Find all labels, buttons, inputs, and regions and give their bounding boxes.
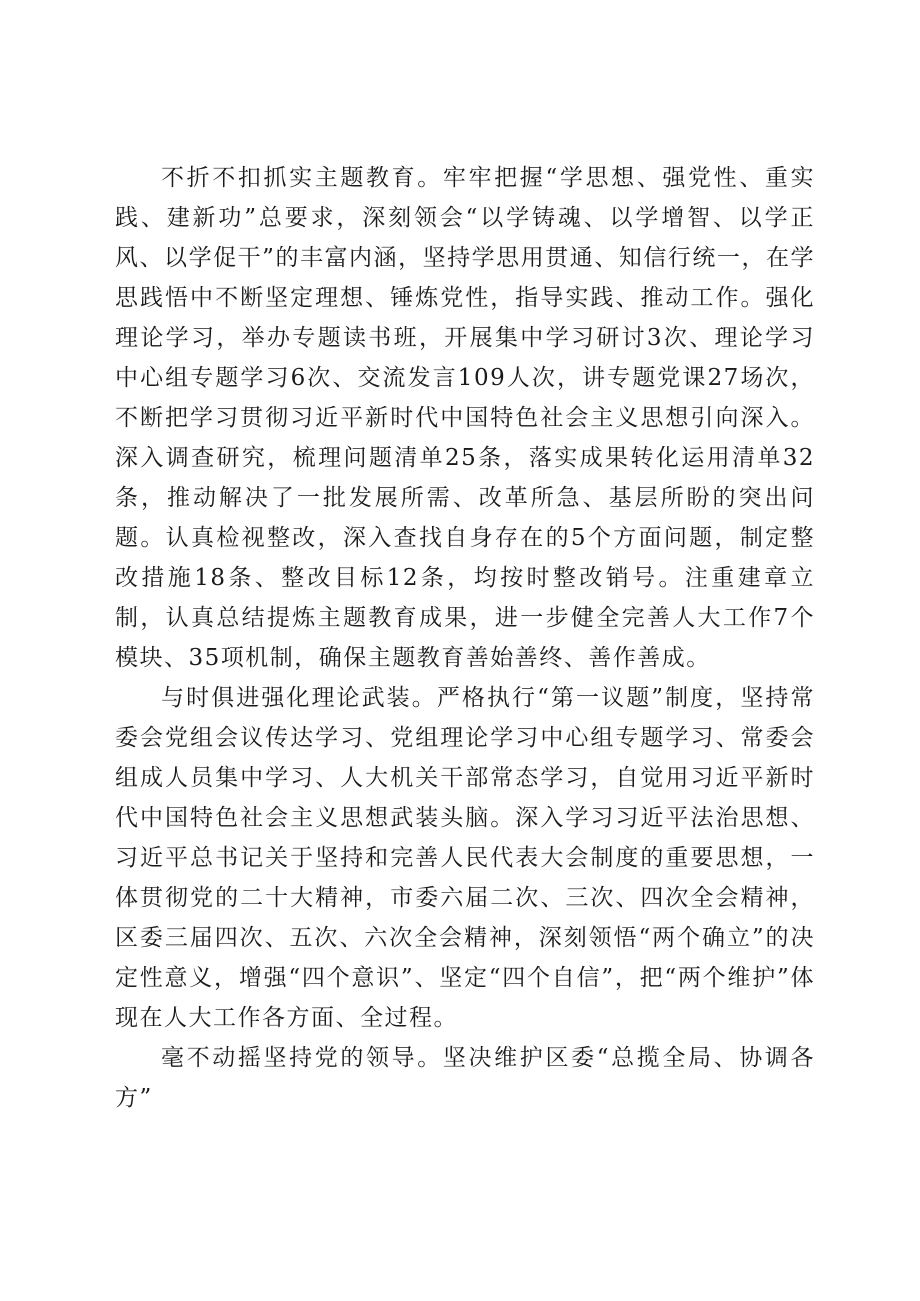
paragraph-party-leadership: 毫不动摇坚持党的领导。坚决维护区委“总揽全局、协调各方” [115, 1045, 815, 1111]
document-body [115, 158, 815, 1118]
paragraph-theory-armament: 与时俱进强化理论武装。严格执行“第一议题”制度，坚持常委会党组会议传达学习、党组理论学习中心组专题学习、常委会组成人员集中学习、人大机关干部常态学习，自觉用习近平新时代中国特色社会主义思想武装头脑。深入学习习近平法治思想、习近平总书记关于坚持和完善人民代表大会制度的重要思想，一体贯彻党的二十大精神，市委六届二次、三次、四次全会精神，区委三届四次、五次、六次全会精神，深刻领悟“两个确立”的决定性意义，增强“四个意识”、坚定“四个自信”，把“两个维护”体现在人大工作各方面、全过程。 [115, 685, 815, 1031]
paragraph-theme-education: 不折不扣抓实主题教育。牢牢把握“学思想、强党性、重实践、建新功”总要求，深刻领会“以学铸魂、以学增智、以学正风、以学促干”的丰富内涵，坚持学思用贯通、知信行统一，在学思践悟中不断坚定理想、锤炼党性，指导实践、推动工作。强化理论学习，举办专题读书班，开展集中学习研讨3次、理论学习中心组专题学习6次、交流发言109人次，讲专题党课27场次，不断把学习贯彻习近平新时代中国特色社会主义思想引向深入。深入调查研究，梳理问题清单25条，落实成果转化运用清单32条，推动解决了一批发展所需、改革所急、基层所盼的突出问题。认真检视整改，深入查找自身存在的5个方面问题，制定整改措施18条、整改目标12条，均按时整改销号。注重建章立制，认真总结提炼主题教育成果，进一步健全完善人大工作7个模块、35项机制，确保主题教育善始善终、善作善成。 [115, 165, 815, 671]
